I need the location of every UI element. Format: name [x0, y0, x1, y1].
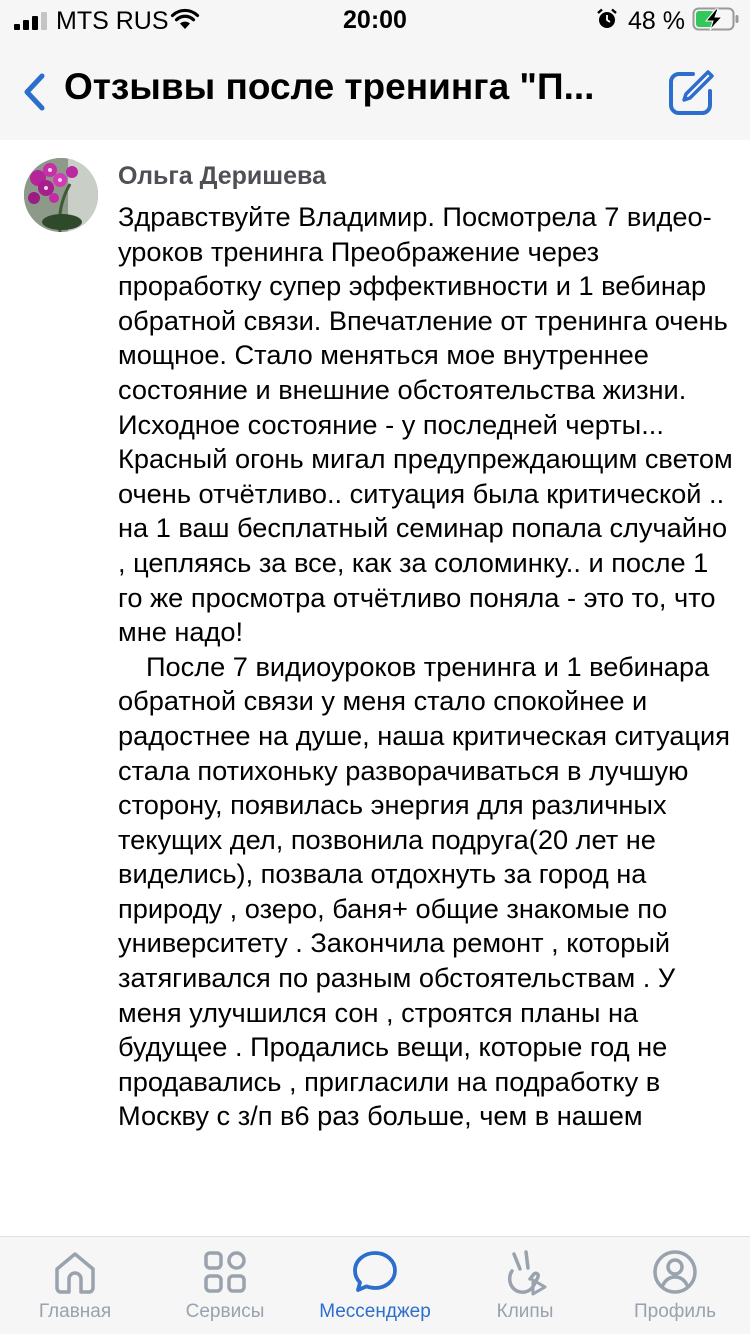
tab-label: Клипы: [496, 1301, 554, 1322]
back-chevron-icon[interactable]: [18, 70, 50, 114]
tab-label: Профиль: [633, 1301, 717, 1322]
navigation-bar: [0, 40, 750, 140]
carrier-name: MTS RUS: [56, 7, 169, 35]
home-icon: [50, 1247, 100, 1297]
orchid-photo-icon: [24, 158, 98, 232]
message-paragraph: [118, 650, 736, 1134]
tab-home[interactable]: [0, 1237, 150, 1335]
tab-label: Сервисы: [185, 1301, 265, 1322]
avatar[interactable]: [24, 158, 98, 232]
message-paragraph: Здравствуйте Владимир. Посмотрела 7 видео-уроков тренинга Преображение через проработку супер эффективности и 1 вебинар обратной связи. Впечатление от тренинга очень мощное. Стало меняться мое внутреннее состояние и внешние обстоятельства жизни. Исходное состояние - у последней черты... Красный огонь мигал предупреждающим светом очень отчётливо.. ситуация была критической .. на 1 ваш бесплатный семинар попала случайно , цепляясь за все, как за соломинку.. и после 1 го же просмотра отчётливо поняла - это то, что мне надо!: [118, 201, 733, 648]
services-grid-icon: [200, 1247, 250, 1297]
tab-messenger[interactable]: [300, 1237, 450, 1335]
battery-percent: 48 %: [628, 7, 685, 35]
profile-icon: [650, 1247, 700, 1297]
tab-bar: [0, 1236, 750, 1334]
battery-charging-icon: [692, 6, 740, 32]
status-bar: [0, 0, 750, 40]
tab-clips[interactable]: [450, 1237, 600, 1335]
alarm-clock-icon: [596, 8, 618, 30]
tab-label: Мессенджер: [319, 1301, 431, 1322]
clock-time: 20:00: [343, 6, 407, 34]
tab-label: Главная: [38, 1301, 112, 1322]
chat-bubble-icon: [350, 1247, 400, 1297]
message-text: [118, 200, 736, 1134]
message-paragraph-text: После 7 видиоуроков тренинга и 1 вебинара обратной связи у меня стало спокойнее и радостнее на душе, наша критическая ситуация стала потихоньку разворачиваться в лучшую сторону, появилась энергия для различных текущих дел, позвонила подруга(20 лет не виделись), позвала отдохнуть за город на природу , озеро, баня+ общие знакомые по университету . Закончила ремонт , который затягивался по разным обстоятельствам . У меня улучшился сон , строятся планы на будущее . Продались вещи, которые год не продавались , пригласили на подработку в Москву с з/п в6 раз больше, чем в нашем: [118, 650, 730, 1132]
clips-icon: [500, 1247, 550, 1297]
tab-profile[interactable]: [600, 1237, 750, 1335]
tab-services[interactable]: [150, 1237, 300, 1335]
message-list[interactable]: [0, 140, 750, 1236]
conversation-title[interactable]: Отзывы после тренинга "П...: [64, 66, 595, 107]
compose-edit-icon[interactable]: [666, 68, 716, 118]
message-author[interactable]: Ольга Деришева: [118, 162, 326, 190]
